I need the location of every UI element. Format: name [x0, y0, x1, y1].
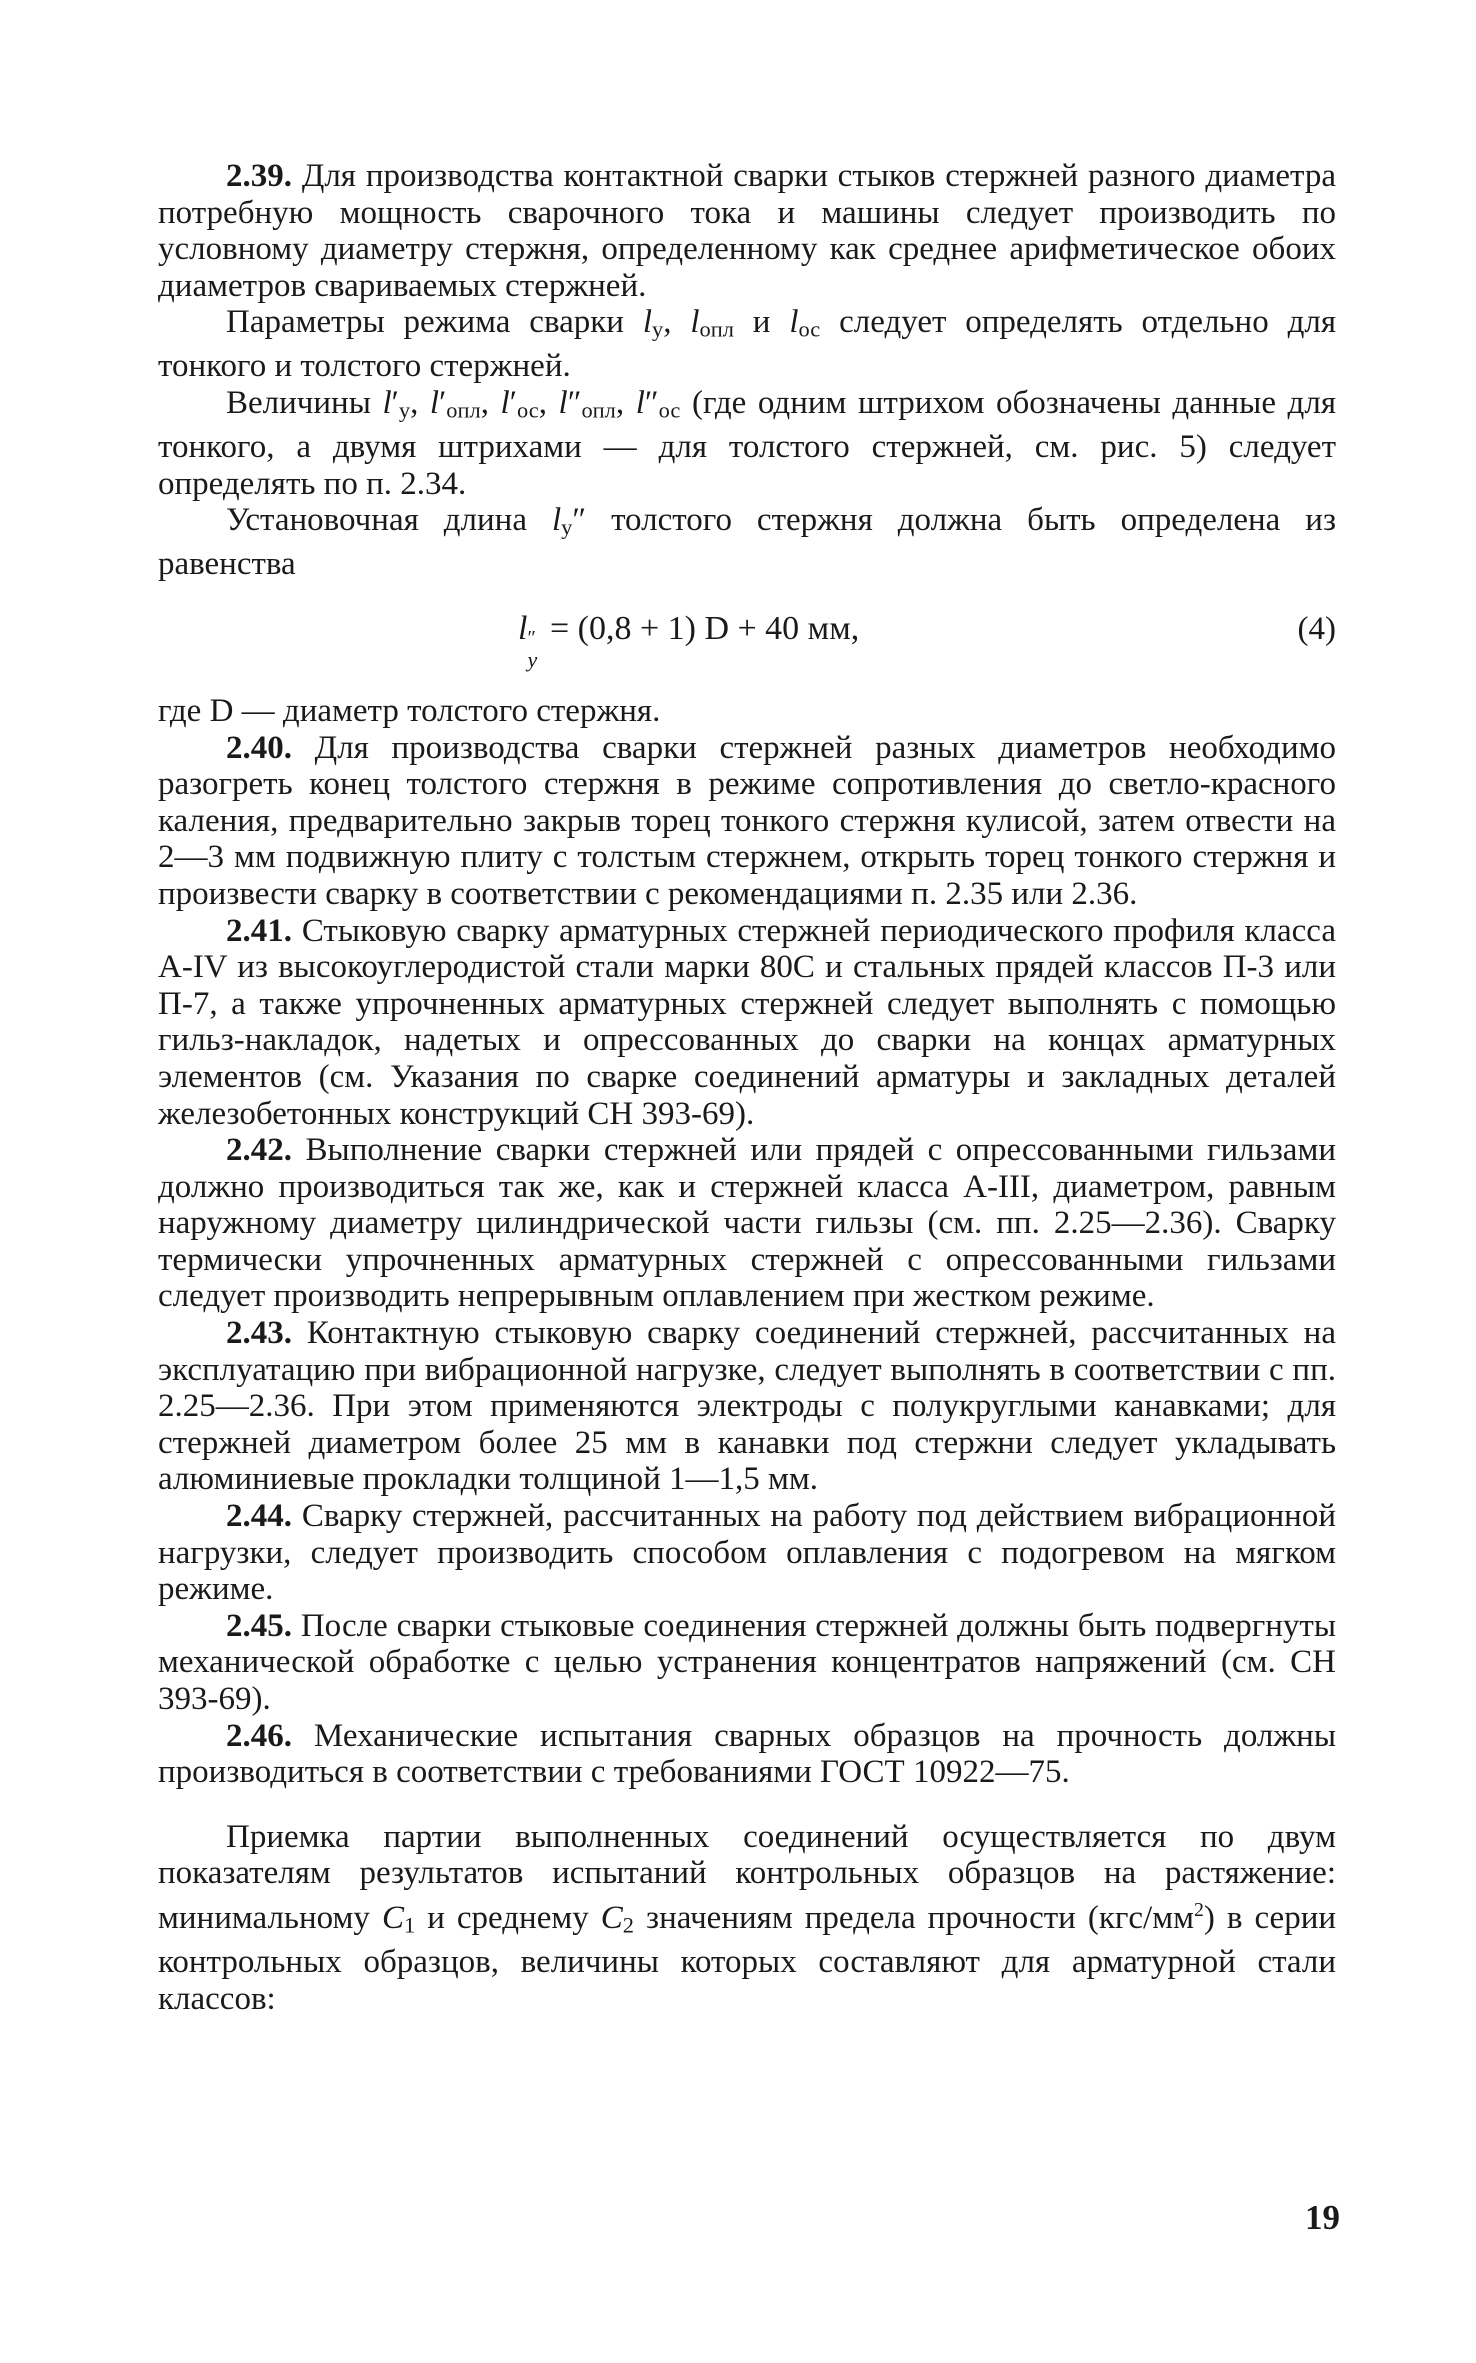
paragraph-2-41: 2.41. Стыковую сварку арматурных стержней периодического профиля класса А-IV из высокоуглеродистой стали марки 80С и стальных прядей классов П-3 или П-7, а также упрочненных арматурных стержней следует выполнять с помощью гильз-накладок, надетых и опрессованных до сварки на концах арматурных элементов (см. Указания по сварке соединений арматуры и закладных деталей железобетонных конструкций СН 393-69).	[158, 912, 1336, 1132]
paragraph-2-44: 2.44. Сварку стержней, рассчитанных на работу под действием вибрационной нагрузки, следует производить способом оплавления с подогревом на мягком режиме.	[158, 1498, 1336, 1608]
paragraph-where-d: где D — диаметр толстого стержня.	[158, 692, 661, 729]
formula-row	[158, 597, 1336, 693]
page-number: 19	[1305, 2198, 1340, 2237]
text-column	[158, 158, 1336, 2017]
paragraph-2-46: 2.46. Механические испытания сварных образцов на прочность должны производиться в соответствии с требованиями ГОСТ 10922—75.	[158, 1717, 1336, 1791]
paragraph-2-45: 2.45. После сварки стыковые соединения стержней должны быть подвергнуты механической обработке с целью устранения концентратов напряжений (см. СН 393-69).	[158, 1607, 1336, 1718]
paragraph-mode-parameters: Параметры режима сварки $l_у$, $l_{опл}$ и $l_{ос}$ следует определять отдельно для тонкого и толстого стержней.	[158, 304, 1337, 385]
paragraph-2-43: 2.43. Контактную стыковую сварку соединений стержней, рассчитанных на эксплуатацию при вибрационной нагрузке, следует выполнять в соответствии с пп. 2.25—2.36. При этом применяются электроды с полукруглыми канавками; для стержней диаметром более 25 мм в канавки под стержни следует укладывать алюминиевые прокладки толщиной 1—1,5 мм.	[158, 1315, 1336, 1498]
section-number: 2.39.	[226, 158, 292, 194]
paragraph-acceptance: Приемка партии выполненных соединений осуществляется по двум показателям результатов испытаний контрольных образцов на растяжение: минимальному $C_1$ и среднему $C_2$ значениям предела прочности $(кгс/мм^2)$ в серии контрольных образцов, величины которых составляют для арматурной стали классов:	[158, 1818, 1337, 2017]
equation-number: (4)	[1297, 610, 1336, 647]
paragraph-2-39: 2.39. Для производства контактной сварки стыков стержней разного диаметра потребную мощность сварочного тока и машины следует производить по условному диаметру стержня, определенному как среднее арифметическое обоих диаметров свариваемых стержней.	[158, 158, 1336, 304]
paragraph-2-40: 2.40. Для производства сварки стержней разных диаметров необходимо разогреть конец толстого стержня в режиме сопротивления до светло-красного каления, предварительно закрыв торец тонкого стержня кулисой, затем отвести на 2—3 мм подвижную плиту с толстым стержнем, открыть торец тонкого стержня и произвести сварку в соответствии с рекомендациями п. 2.35 или 2.36.	[158, 729, 1336, 912]
paragraph-values: Величины $l'_у$, $l'_{опл}$, $l'_{ос}$, $l''_{опл}$, $l''_{ос}$ (где одним штрихом обозначены данные для тонкого, а двумя штрихами — для толстого стержней, см. рис. 5) следует определять по п. 2.34.	[158, 385, 1336, 502]
paragraph-setup-length: Установочная длина $l_у''$ толстого стержня должна быть определена из равенства	[158, 502, 1336, 583]
paragraph-2-42: 2.42. Выполнение сварки стержней или прядей с опрессованными гильзами должно производиться так же, как и стержней класса А-III, диаметром, равным наружному диаметру цилиндрической части гильзы (см. пп. 2.25—2.36). Сварку термически упрочненных арматурных стержней с опрессованными гильзами следует производить непрерывным оплавлением при жестком режиме.	[158, 1132, 1336, 1315]
formula: l ″ y = (0,8 + 1) D + 40 мм,	[518, 609, 860, 672]
